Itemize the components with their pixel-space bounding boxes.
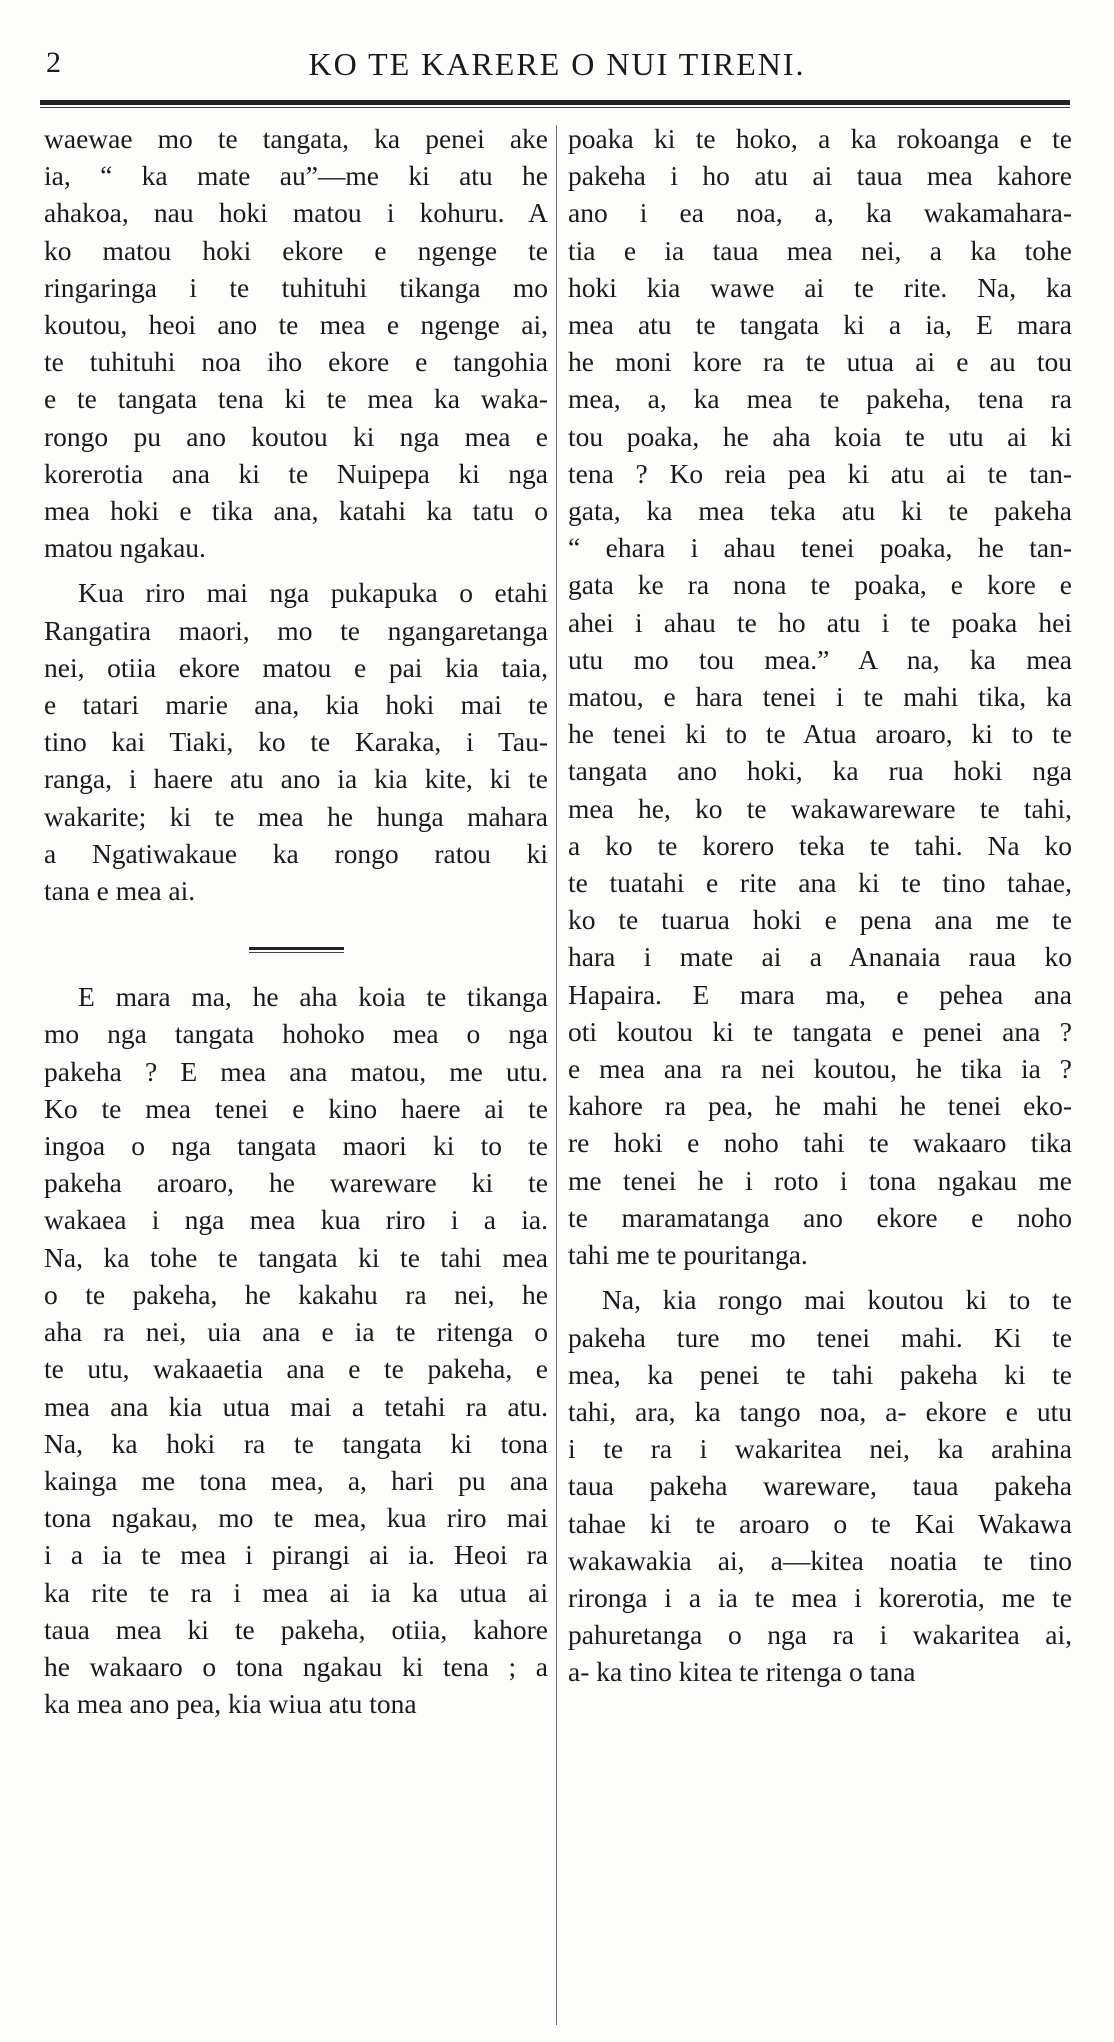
text-line: aha ra nei, uia ana e ia te ritenga o [44,1316,548,1348]
running-title: KO TE KARERE O NUI TIRENI. [308,46,806,82]
header-rule [40,100,1070,110]
text-line: ahei i ahau te ho atu i te poaka hei [568,606,1072,638]
text-line: taua pakeha wareware, taua pakeha [568,1470,1072,1502]
text-line: Na, ka tohe te tangata ki te tahi mea [44,1241,548,1273]
text-line: a ko te korero teka te tahi. Na ko [568,829,1072,861]
text-line: o te pakeha, he kakahu ra nei, he [44,1278,548,1310]
text-line: te tuhituhi noa iho ekore e tangohia [44,346,548,378]
text-line: Na, kia rongo mai koutou ki to te [602,1284,1072,1316]
paragraph [568,120,1072,1273]
text-line: tia e ia taua mea nei, a ka tohe [568,234,1072,266]
text-line: mea, ka penei te tahi pakeha ki te [568,1358,1072,1390]
text-line: gata, ka mea teka atu ki te pakeha [568,495,1072,527]
text-line: e te tangata tena ki te mea ka waka- [44,383,548,415]
page-header [0,40,1114,90]
text-line: ko te tuarua hoki e pena ana me te [568,904,1072,936]
text-line: Rangatira maori, mo te ngangaretanga [44,614,548,646]
left-column [44,120,548,1722]
text-line: tena ? Ko reia pea ki atu ai te tan- [568,457,1072,489]
text-line: pakeha i ho atu ai taua mea kahore [568,160,1072,192]
text-line: i te ra i wakaritea nei, ka arahina [568,1433,1072,1465]
paragraph [44,574,548,909]
text-line: korerotia ana ki te Nuipepa ki nga [44,457,548,489]
text-line: tahi, ara, ka tango noa, a- ekore e utu [568,1395,1072,1427]
text-line: kainga me tona mea, a, hari pu ana [44,1464,548,1496]
text-line: hara i mate ai a Ananaia raua ko [568,941,1072,973]
text-line: rironga i a ia te mea i korerotia, me te [568,1581,1072,1613]
text-line: tona ngakau, mo te mea, kua riro mai [44,1502,548,1534]
text-line: pakeha aroaro, he wareware ki te [44,1167,548,1199]
text-line: ano i ea noa, a, ka wakamahara- [568,197,1072,229]
text-line: oti koutou ki te tangata e penei ana ? [568,1015,1072,1047]
paragraph [568,1281,1072,1690]
text-line: Na, ka hoki ra te tangata ki tona [44,1427,548,1459]
text-line: te utu, wakaaetia ana e te pakeha, e [44,1353,548,1385]
text-line: matou ngakau. [44,532,206,564]
text-line: Hapaira. E mara ma, e pehea ana [568,978,1072,1010]
text-line: re hoki e noho tahi te wakaaro tika [568,1127,1072,1159]
text-line: tahi me te pouritanga. [568,1239,808,1271]
text-line: ko matou hoki ekore e ngenge te [44,234,548,266]
text-line: E mara ma, he aha koia te tikanga [78,981,548,1013]
text-line: hoki kia wawe ai te rite. Na, ka [568,271,1072,303]
text-line: ingoa o nga tangata maori ki to te [44,1130,548,1162]
text-line: e tatari marie ana, kia hoki mai te [44,689,548,721]
text-line: ka mea ano pea, kia wiua atu tona [44,1688,417,1720]
text-line: pakeha ? E mea ana matou, me utu. [44,1055,548,1087]
text-line: Kua riro mai nga pukapuka o etahi [78,577,548,609]
text-line: te tuatahi e rite ana ki te tino tahae, [568,867,1072,899]
text-line: matou, e hara tenei i te mahi tika, ka [568,681,1072,713]
text-line: wakaea i nga mea kua riro i a ia. [44,1204,548,1236]
text-line: pakeha ture mo tenei mahi. Ki te [568,1321,1072,1353]
text-line: tino kai Tiaki, ko te Karaka, i Tau- [44,726,548,758]
text-line: ringaringa i te tuhituhi tikanga mo [44,271,548,303]
text-line: nei, otiia ekore matou e pai kia taia, [44,651,548,683]
text-line: kahore ra pea, he mahi he tenei eko- [568,1090,1072,1122]
text-line: mea atu te tangata ki a ia, E mara [568,309,1072,341]
text-line: e mea ana ra nei koutou, he tika ia ? [568,1053,1072,1085]
section-divider [249,947,344,953]
text-line: mea, a, ka mea te pakeha, tena ra [568,383,1072,415]
text-line: tou poaka, he aha koia te utu ai ki [568,420,1072,452]
text-line: tangata ano hoki, ka rua hoki nga [568,755,1072,787]
text-line: he wakaaro o tona ngakau ki tena ; a [44,1650,548,1682]
text-line: a Ngatiwakaue ka rongo ratou ki [44,837,548,869]
text-line: i a ia te mea i pirangi ai ia. Heoi ra [44,1539,548,1571]
text-line: he moni kore ra te utua ai e au tou [568,346,1072,378]
text-line: “ ehara i ahau tenei poaka, he tan- [568,532,1072,564]
text-line: poaka ki te hoko, a ka rokoanga e te [568,123,1072,154]
text-line: he tenei ki to te Atua aroaro, ki to te [568,718,1072,750]
text-line: pahuretanga o nga ra i wakaritea ai, [568,1619,1072,1651]
text-line: mea hoki e tika ana, katahi ka tatu o [44,495,548,527]
text-line: me tenei he i roto i tona ngakau me [568,1164,1072,1196]
right-column [568,120,1072,1691]
text-line: ranga, i haere atu ano ia kia kite, ki te [44,763,548,795]
text-line: utu mo tou mea.” A na, ka mea [568,643,1072,675]
text-line: wakawakia ai, a—kitea noatia te tino [568,1544,1072,1576]
text-line: tahae ki te aroaro o te Kai Wakawa [568,1507,1072,1539]
text-line: te maramatanga ano ekore e noho [568,1201,1072,1233]
text-line: ahakoa, nau hoki matou i kohuru. A [44,197,548,229]
text-line: taua mea ki te pakeha, otiia, kahore [44,1613,548,1645]
text-line: ka rite te ra i mea ai ia ka utua ai [44,1576,548,1608]
text-line: a- ka tino kitea te ritenga o tana [568,1656,916,1688]
text-line: koutou, heoi ano te mea e ngenge ai, [44,309,548,341]
paragraph [44,120,548,566]
text-line: waewae mo te tangata, ka penei ake [44,123,548,154]
text-line: Ko te mea tenei e kino haere ai te [44,1092,548,1124]
text-line: wakarite; ki te mea he hunga mahara [44,800,548,832]
text-line: ia, “ ka mate au”—me ki atu he [44,160,548,192]
text-line: mo nga tangata hohoko mea o nga [44,1018,548,1050]
paragraph [44,978,548,1722]
text-line: mea ana kia utua mai a tetahi ra atu. [44,1390,548,1422]
page-number: 2 [46,46,61,79]
column-divider [556,125,557,2025]
text-line: tana e mea ai. [44,875,196,907]
text-line: rongo pu ano koutou ki nga mea e [44,420,548,452]
text-line: gata ke ra nona te poaka, e kore e [568,569,1072,601]
text-line: mea he, ko te wakawareware te tahi, [568,792,1072,824]
